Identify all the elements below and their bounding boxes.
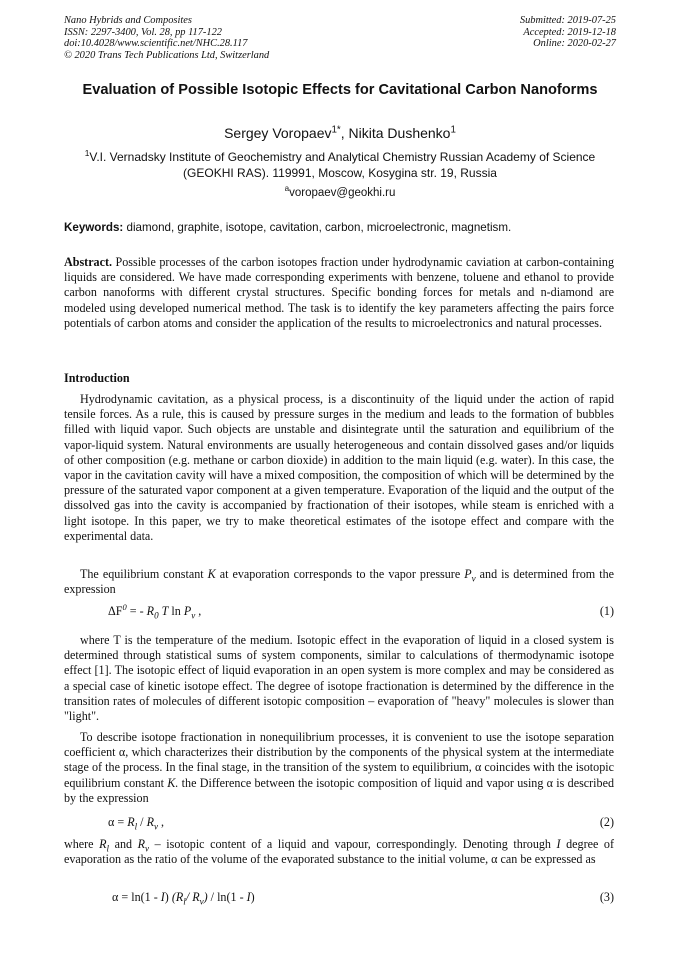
body-paragraph bbox=[64, 730, 614, 806]
author-affiliation-mark: 1* bbox=[331, 124, 341, 136]
keywords-list: diamond, graphite, isotope, cavitation, carbon, microelectronic, magnetism. bbox=[123, 221, 512, 234]
submitted-date: Submitted: 2019-07-25 bbox=[519, 15, 616, 26]
contact-email bbox=[64, 186, 616, 200]
text-run: To describe isotope fractionation in nonequilibrium processes, it is convenient to use the isotope separation coefficient α, which characterizes their distribution by the components of the physical system at the intermediate stage of the process. In the final stage, in the transition of the system to equilibrium, α coincides with the isotopic equilibrium constant bbox=[64, 730, 614, 790]
abstract bbox=[64, 255, 614, 331]
math-operator: / bbox=[137, 815, 147, 829]
abstract-label: Abstract. bbox=[64, 255, 113, 269]
math-symbol: K bbox=[207, 567, 216, 581]
math-operator: ) bbox=[164, 890, 172, 904]
paper-title: Evaluation of Possible Isotopic Effects for Cavitational Carbon Nanoforms bbox=[82, 82, 598, 98]
math-symbol: P bbox=[464, 567, 472, 581]
text-run: and bbox=[109, 837, 138, 851]
math-subscript: l bbox=[183, 896, 186, 907]
authors bbox=[64, 124, 616, 142]
equation-expression bbox=[108, 815, 164, 830]
math-superscript: 0 bbox=[122, 601, 127, 612]
email-mark: a bbox=[284, 184, 290, 194]
author-name: Sergey Voropaev bbox=[224, 125, 332, 141]
equation-number: (3) bbox=[599, 890, 614, 904]
math-symbol: R bbox=[146, 815, 154, 829]
math-operator: ln bbox=[168, 604, 184, 618]
math-subscript: v bbox=[199, 896, 204, 907]
math-subscript: v bbox=[145, 843, 150, 854]
math-subscript: l bbox=[106, 843, 110, 854]
math-symbol: I bbox=[246, 890, 251, 904]
text-run: The equilibrium constant bbox=[80, 567, 208, 581]
equation-expression bbox=[108, 601, 202, 621]
equation-number: (2) bbox=[599, 815, 614, 829]
text-run: and is determined from the expression bbox=[64, 567, 615, 597]
author-name: Nikita Dushenko bbox=[348, 125, 451, 141]
author-affiliation-mark: 1 bbox=[450, 124, 456, 136]
abstract-text: Possible processes of the carbon isotopes fraction under hydrodynamic caviation at carbon-containing liquids are considered. We have made corresponding experiments with benzene, toluene and ethanol to provide carbon nanoforms with different crystal structures. Specific bonding forces for metals and n-diamond are modeled using developed numerical method. The task is to identify the key parameters affecting the pairs force potentials of carbon atoms and consider the application of the results to microelectronics and natural processes. bbox=[64, 255, 614, 330]
math-operator: ) bbox=[250, 890, 255, 904]
keywords-label: Keywords: bbox=[64, 221, 124, 234]
affiliation-text: V.I. Vernadsky Institute of Geochemistry and Analytical Chemistry Russian Academy of Science (GEOKHI RAS). 119991, Moscow, Kosygina str. 19, Russia bbox=[89, 150, 596, 180]
affiliation bbox=[64, 150, 616, 181]
math-symbol: I bbox=[556, 837, 561, 851]
math-symbol: P bbox=[183, 604, 192, 618]
math-subscript: 0 bbox=[154, 610, 159, 621]
text-run: the Difference between the isotopic composition of liquid and vapor using α is described by the expression bbox=[64, 775, 614, 805]
body-paragraph: Hydrodynamic cavitation, as a physical process, is a discontinuity of the liquid under the action of rapid tensile forces. As a rule, this is caused by pressure surges in the medium and leads to the formation of bubbles filled with liquid vapor. Such objects are unstable and disintegrate until the saturation and equilibrium of the vapor-liquid system. Natural environments are usually heterogeneous and contain dissolved gases and/or liquids of other composition (e.g. methane or carbon dioxide) in addition to the main liquid (e.g. water). In this case, the vapor in the cavitation cavity will have a mixed composition, the composition of which will be determined by the pressure of the saturated vapor component at a given temperature. Evaporation of the liquid and the output of the dissolved gas into the cavity is accompanied by fractionation of their isotopes, while steam is enriched with a light isotope. In this paper, we try to make theoretical estimates of the isotope effect and compare with the experimental data. bbox=[64, 392, 614, 543]
email-address: voropaev@geokhi.ru bbox=[289, 187, 396, 199]
math-subscript: v bbox=[471, 573, 476, 584]
math-symbol: (R bbox=[171, 890, 184, 904]
math-symbol: / R bbox=[185, 890, 200, 904]
text-run: at evaporation corresponds to the vapor pressure bbox=[215, 567, 465, 581]
math-operator: , bbox=[157, 815, 165, 829]
journal-copyright: © 2020 Trans Tech Publications Ltd, Switzerland bbox=[64, 49, 270, 61]
math-symbol: ΔF bbox=[108, 604, 123, 618]
body-paragraph bbox=[64, 837, 614, 867]
section-heading: Introduction bbox=[64, 371, 130, 385]
math-symbol: T bbox=[158, 604, 169, 618]
math-operator: α = bbox=[108, 815, 128, 829]
online-date: Online: 2020-02-27 bbox=[533, 38, 616, 49]
journal-issn: ISSN: 2297-3400, Vol. 28, pp 117-122 bbox=[64, 26, 222, 38]
journal-info bbox=[64, 15, 269, 61]
math-symbol: K. bbox=[167, 775, 179, 790]
equation-number: (1) bbox=[599, 604, 614, 618]
math-subscript: v bbox=[153, 821, 158, 832]
math-subscript: l bbox=[134, 821, 138, 832]
math-operator: = - bbox=[126, 604, 147, 618]
text-run: – isotopic content of a liquid and vapour, correspondingly. Denoting through bbox=[149, 837, 557, 851]
math-symbol: I bbox=[160, 890, 165, 904]
math-operator: / ln(1 - bbox=[207, 890, 247, 904]
accepted-date: Accepted: 2019-12-18 bbox=[523, 26, 616, 38]
math-symbol: ) bbox=[203, 890, 208, 904]
math-symbol: R bbox=[146, 604, 155, 618]
journal-doi: doi:10.4028/www.scientific.net/NHC.28.117 bbox=[64, 38, 248, 49]
text-run: degree of evaporation as the ratio of the volume of the evaporated substance to the initial volume, α can be expressed as bbox=[64, 837, 614, 867]
body-paragraph bbox=[64, 567, 614, 597]
math-operator: α = ln(1 - bbox=[112, 890, 161, 904]
math-symbol: R bbox=[127, 815, 135, 829]
body-paragraph: where T is the temperature of the medium. Isotopic effect in the evaporation of liquid in a closed system is determined through statistical sums of system components, similar to calculations of thermodynamic isotope effect [1]. The isotopic effect of liquid evaporation in an open system is more complex and may be considered as a special case of kinetic isotope effect. The degree of isotope fractionation is determined by the difference in the transition rates of molecules of different isotopic composition – evaporation of "heavy" molecules is slower than "light". bbox=[64, 633, 614, 724]
author-separator: , bbox=[340, 125, 349, 141]
math-symbol: R bbox=[99, 837, 107, 851]
publication-dates bbox=[520, 15, 616, 50]
math-symbol: R bbox=[137, 837, 146, 851]
math-subscript: v bbox=[191, 610, 196, 621]
math-operator: , bbox=[195, 604, 202, 618]
affiliation-mark: 1 bbox=[84, 148, 90, 158]
journal-name: Nano Hybrids and Composites bbox=[64, 15, 192, 26]
keywords bbox=[64, 221, 616, 235]
text-run: where bbox=[64, 837, 100, 851]
equation-expression bbox=[112, 890, 255, 905]
